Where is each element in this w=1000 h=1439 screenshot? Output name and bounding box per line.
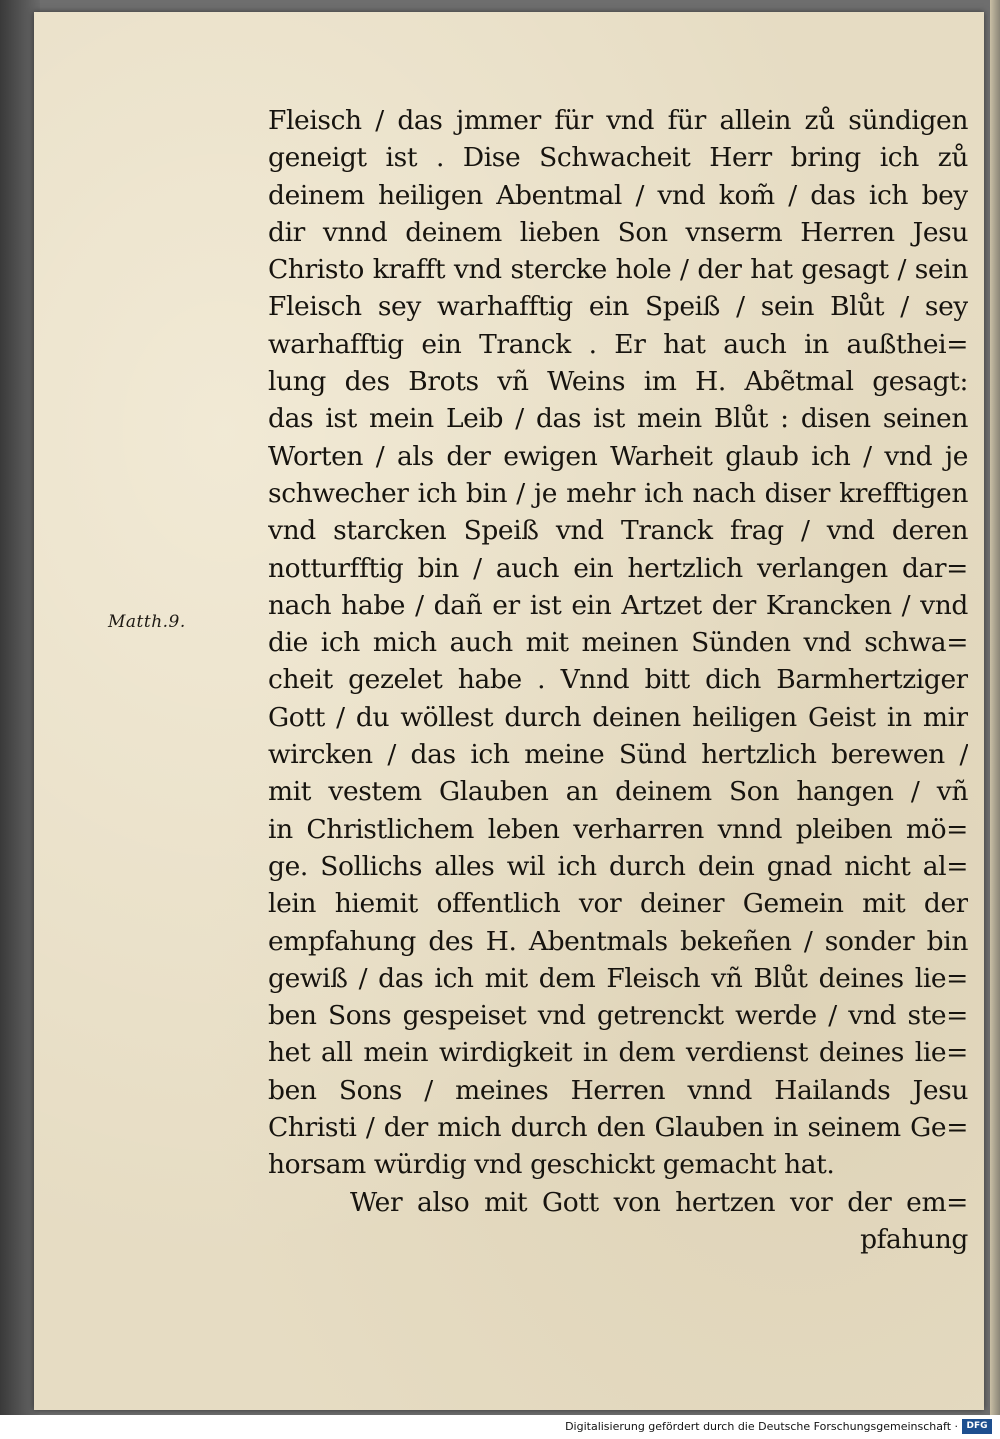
margin-note: Matth.9. bbox=[108, 612, 186, 632]
footer-bar bbox=[0, 1415, 1000, 1439]
text-line: mit vestem Glauben an deinem Son hangen / vñ bbox=[268, 776, 968, 808]
page-edge bbox=[990, 0, 1000, 1415]
paragraph-start-line: Wer also mit Gott von hertzen vor der em= bbox=[350, 1186, 968, 1218]
text-line: nach habe / dañ er ist ein Artzet der Krancken / vnd bbox=[268, 589, 968, 621]
text-line: deinem heiligen Abentmal / vnd kom̃ / das ich bey bbox=[268, 179, 968, 211]
text-line: ge. Sollichs alles wil ich durch dein gnad nicht al= bbox=[268, 850, 968, 882]
text-line: das ist mein Leib / das ist mein Blůt : disen seinen bbox=[268, 403, 968, 435]
text-line: het all mein wirdigkeit in dem verdienst deines lie= bbox=[268, 1037, 968, 1069]
text-line: warhafftig ein Tranck . Er hat auch in außthei= bbox=[268, 328, 968, 360]
text-line: vnd starcken Speiß vnd Tranck frag / vnd deren bbox=[268, 515, 968, 547]
text-line: lein hiemit offentlich vor deiner Gemein mit der bbox=[268, 888, 968, 920]
text-line: die ich mich auch mit meinen Sünden vnd schwa= bbox=[268, 627, 968, 659]
text-line: empfahung des H. Abentmals bekeñen / sonder bin bbox=[268, 925, 968, 957]
text-line: horsam würdig vnd geschickt gemacht hat. bbox=[268, 1149, 835, 1181]
dfg-logo-icon: DFG bbox=[962, 1419, 992, 1434]
text-line: geneigt ist . Dise Schwacheit Herr bring ich zů bbox=[268, 142, 968, 174]
catchword: pfahung bbox=[860, 1223, 968, 1255]
text-block bbox=[268, 102, 968, 1258]
funding-notice: Digitalisierung gefördert durch die Deutsche Forschungsgemeinschaft · bbox=[565, 1420, 958, 1433]
text-line: notturfftig bin / auch ein hertzlich verlangen dar= bbox=[268, 552, 968, 584]
text-line: dir vnnd deinem lieben Son vnserm Herren Jesu bbox=[268, 216, 968, 248]
text-line: gewiß / das ich mit dem Fleisch vñ Blůt deines lie= bbox=[268, 962, 968, 994]
text-line: ben Sons gespeiset vnd getrenckt werde / vnd ste= bbox=[268, 1000, 968, 1032]
text-line: Fleisch / das jmmer für vnd für allein zů sündigen bbox=[268, 105, 968, 136]
text-line: Fleisch sey warhafftig ein Speiß / sein Blůt / sey bbox=[268, 291, 968, 323]
text-line: Gott / du wöllest durch deinen heiligen Geist in mir bbox=[268, 701, 968, 733]
text-line: schwecher ich bin / je mehr ich nach diser krefftigen bbox=[268, 477, 968, 509]
text-line: lung des Brots vñ Weins im H. Abẽtmal gesagt: bbox=[268, 366, 968, 398]
text-line: wircken / das ich meine Sünd hertzlich berewen / bbox=[268, 739, 968, 771]
text-line: ben Sons / meines Herren vnnd Hailands Jesu bbox=[268, 1074, 968, 1106]
text-line: Christo krafft vnd stercke hole / der hat gesagt / sein bbox=[268, 254, 968, 286]
text-line: cheit gezelet habe . Vnnd bitt dich Barmhertziger bbox=[268, 664, 968, 696]
text-line: in Christlichem leben verharren vnnd pleiben mö= bbox=[268, 813, 968, 845]
text-line: Worten / als der ewigen Warheit glaub ich / vnd je bbox=[268, 440, 968, 472]
text-line: Christi / der mich durch den Glauben in seinem Ge= bbox=[268, 1112, 968, 1144]
